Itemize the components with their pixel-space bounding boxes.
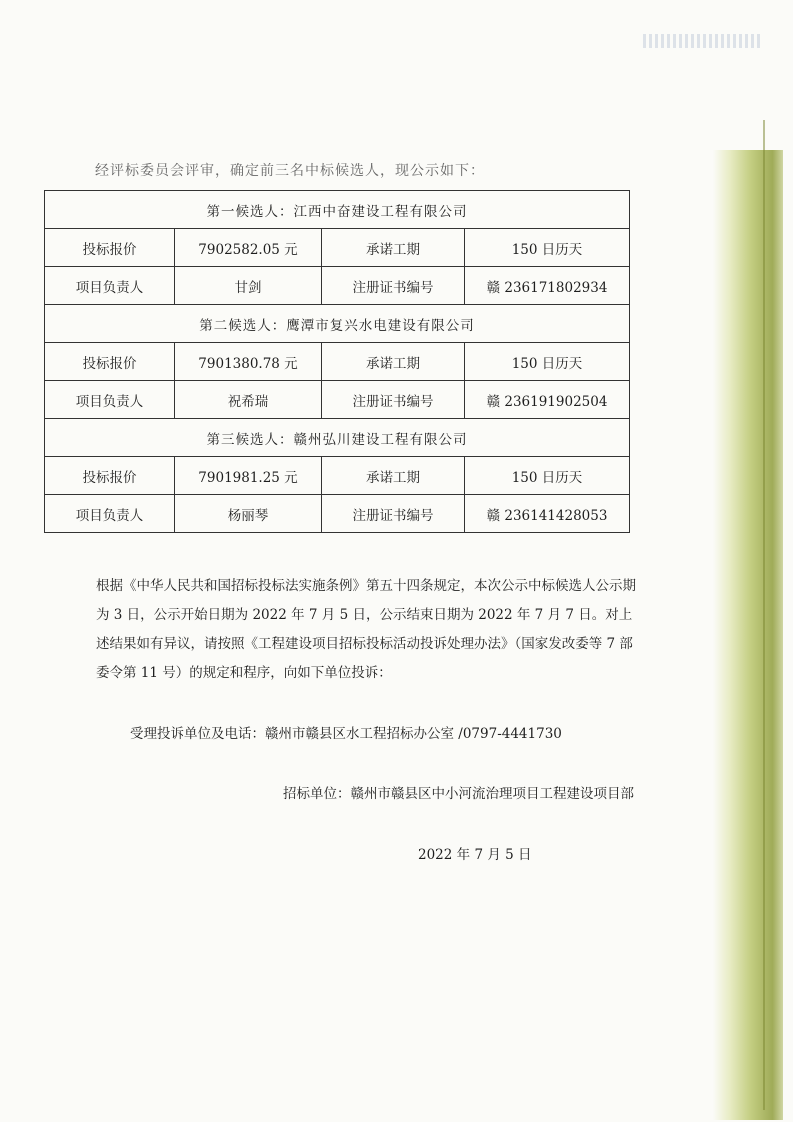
candidate-2-title-row: [45, 305, 630, 343]
candidates-table: [44, 190, 630, 533]
publish-date: 2022 年 7 月 5 日: [418, 847, 532, 863]
candidate-2-manager-row: [45, 381, 630, 419]
candidate-1-price: 7902582.05 元: [175, 229, 322, 267]
candidate-3-title: 第三候选人：赣州弘川建设工程有限公司: [45, 419, 630, 457]
candidate-2-price-row: [45, 343, 630, 381]
manager-label: 项目负责人: [45, 267, 175, 305]
candidate-2-cert: 赣 236191902504: [465, 381, 630, 419]
candidate-3-title-row: [45, 419, 630, 457]
manager-label: 项目负责人: [45, 495, 175, 533]
candidate-3-period: 150 日历天: [465, 457, 630, 495]
cert-label: 注册证书编号: [322, 381, 465, 419]
complaint-contact: 受理投诉单位及电话：赣州市赣县区水工程招标办公室 /0797-4441730: [130, 726, 562, 742]
candidate-3-manager-row: [45, 495, 630, 533]
candidate-3-cert: 赣 236141428053: [465, 495, 630, 533]
candidate-1-title: 第一候选人：江西中奋建设工程有限公司: [45, 191, 630, 229]
cert-label: 注册证书编号: [322, 495, 465, 533]
candidate-2-period: 150 日历天: [465, 343, 630, 381]
period-label: 承诺工期: [322, 457, 465, 495]
scan-smudge: [643, 34, 763, 48]
period-label: 承诺工期: [322, 343, 465, 381]
candidate-1-cert: 赣 236171802934: [465, 267, 630, 305]
tenderer-unit: 招标单位：赣州市赣县区中小河流治理项目工程建设项目部: [283, 786, 634, 802]
candidate-2-price: 7901380.78 元: [175, 343, 322, 381]
bid-price-label: 投标报价: [45, 457, 175, 495]
legal-paragraph: 根据《中华人民共和国招标投标法实施条例》第五十四条规定，本次公示中标候选人公示期为 3 日，公示开始日期为 2022 年 7 月 5 日，公示结束日期为 2022 年 7 月 7 日。对上述结果如有异议，请按照《工程建设项目招标投标活动投诉处理办法》（国家发改委等 7 部委令第 11 号）的规定和程序，向如下单位投诉：: [96, 578, 636, 681]
candidate-1-price-row: [45, 229, 630, 267]
candidate-1-manager-row: [45, 267, 630, 305]
scan-edge-shadow: [713, 150, 783, 1120]
candidate-1-title-row: [45, 191, 630, 229]
bid-price-label: 投标报价: [45, 229, 175, 267]
intro-text: 经评标委员会评审，确定前三名中标候选人，现公示如下：: [95, 163, 485, 179]
candidate-1-manager: 甘剑: [175, 267, 322, 305]
cert-label: 注册证书编号: [322, 267, 465, 305]
candidate-3-price-row: [45, 457, 630, 495]
candidate-1-period: 150 日历天: [465, 229, 630, 267]
candidate-3-price: 7901981.25 元: [175, 457, 322, 495]
candidate-3-manager: 杨丽琴: [175, 495, 322, 533]
manager-label: 项目负责人: [45, 381, 175, 419]
period-label: 承诺工期: [322, 229, 465, 267]
candidate-2-title: 第二候选人：鹰潭市复兴水电建设有限公司: [45, 305, 630, 343]
scan-edge-line: [763, 120, 765, 1110]
candidate-2-manager: 祝希瑞: [175, 381, 322, 419]
bid-price-label: 投标报价: [45, 343, 175, 381]
